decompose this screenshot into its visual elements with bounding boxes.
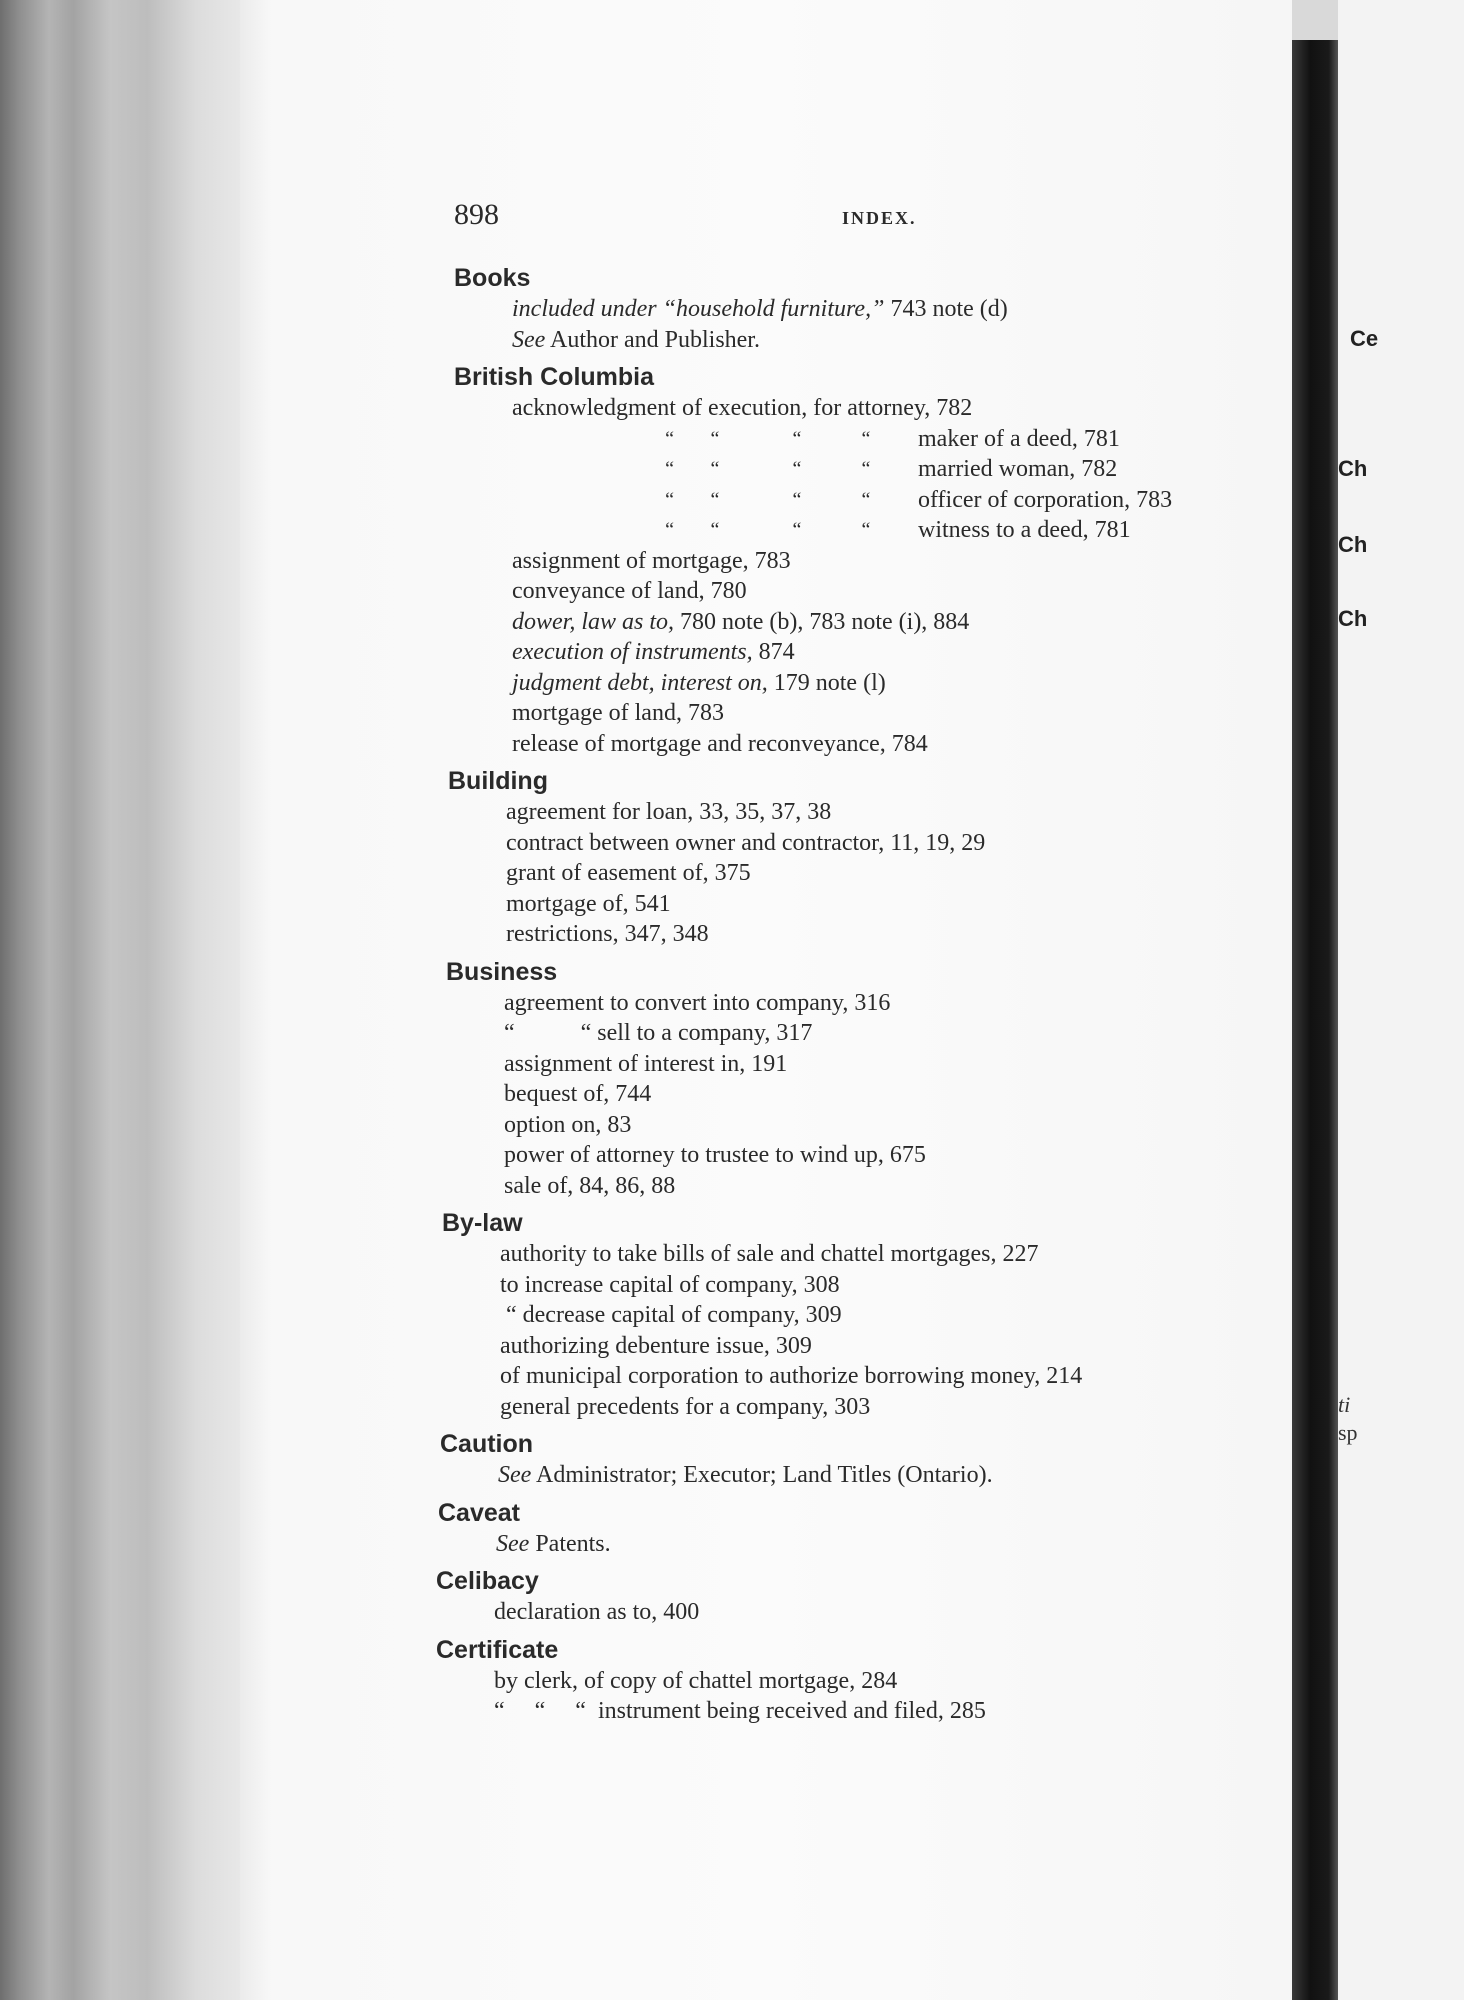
book-spine-edge [0,0,245,2000]
subentry-text: mortgage of land, 783 [512,700,724,726]
index-subentry [440,1460,1294,1491]
index-heading: Business [446,957,558,986]
facing-page-fragment [1338,0,1464,2000]
subentry-italic-text: See [498,1462,532,1488]
facing-fragment-text: Ch [1338,456,1368,481]
ditto-mark: “ [861,488,871,511]
ditto-subentry [454,454,1294,485]
facing-fragment-text: ti [1338,1392,1351,1417]
subentry-text: power of attorney to trustee to wind up, 675 [504,1142,926,1168]
subentry-text: assignment of mortgage, 783 [512,547,791,574]
subentry-text: contract between owner and contractor, 11, 19, 29 [506,829,986,856]
index-subentry [454,546,1294,577]
index-subentry [446,1110,1294,1141]
subentry-italic-text: See [496,1530,530,1557]
index-entry [436,1634,1294,1727]
subentry-text: general precedents for a company, 303 [500,1393,871,1420]
subentry-text: Administrator; Executor; Land Titles (Ontario). [531,1462,993,1488]
index-subentry [436,1597,1294,1628]
index-subentry [436,1696,1294,1727]
index-subentry [438,1529,1294,1560]
index-subentry [448,889,1294,920]
index-entry [446,956,1294,1202]
subentry-text: bequest of, 744 [504,1081,652,1107]
ditto-mark: “ [792,458,802,480]
index-entry [438,1497,1294,1560]
subentry-text: acknowledgment of execution, for attorney, 782 [512,395,973,421]
facing-fragment-text: Ch [1338,532,1368,557]
index-subentry [454,325,1294,356]
ditto-mark: “ [665,427,674,450]
index-subentry [442,1331,1294,1362]
subentry-text: to increase capital of company, 308 [500,1271,840,1298]
index-subentry [446,1049,1294,1080]
index-heading: By-law [442,1209,523,1237]
facing-fragment-text: sp [1338,1420,1358,1445]
ditto-mark: “ [861,458,871,480]
subentry-italic-text: See [512,326,546,353]
subentry-text: authorizing debenture issue, 309 [500,1332,812,1359]
subentry-text: 743 note (d) [884,296,1008,322]
subentry-text: declaration as to, 400 [494,1599,700,1625]
ditto-mark: “ [665,488,674,511]
index-subentry [454,698,1294,729]
subentry-text: “ decrease capital of company, 309 [500,1302,842,1328]
index-heading: Caveat [438,1498,520,1527]
index-entry [440,1428,1294,1491]
index-list [436,262,1294,1733]
index-subentry [442,1392,1294,1423]
page-number: 898 [454,198,499,231]
ditto-mark: “ [665,519,674,541]
subentry-italic-text: included under “household furniture,” [512,296,885,322]
subentry-text: option on, 83 [504,1111,632,1138]
subentry-text: restrictions, 347, 348 [506,921,709,947]
subentry-text: authority to take bills of sale and chattel mortgages, 227 [500,1241,1039,1267]
ditto-subentry [454,424,1294,455]
book-gutter [1292,40,1338,2000]
index-heading: Books [454,264,531,292]
ditto-mark: “ [792,488,802,511]
subentry-text: married woman, 782 [918,456,1118,482]
index-subentry [454,637,1294,668]
subentry-text: “ “ sell to a company, 317 [504,1020,813,1046]
index-heading: Celibacy [436,1567,539,1595]
ditto-mark: “ [665,458,674,480]
subentry-text: conveyance of land, 780 [512,578,747,604]
subentry-text: 780 note (b), 783 note (i), 884 [674,608,970,635]
index-subentry [454,576,1294,607]
subentry-text: agreement to convert into company, 316 [504,989,891,1016]
index-subentry [448,828,1294,859]
index-subentry [448,797,1294,828]
running-head: INDEX. [842,208,917,228]
ditto-mark: “ [861,519,871,541]
index-entry [454,361,1294,759]
subentry-text: by clerk, of copy of chattel mortgage, 284 [494,1667,898,1694]
index-subentry [442,1270,1294,1301]
index-subentry [448,919,1294,950]
index-subentry [454,607,1294,638]
subentry-text: 874 [752,639,795,665]
index-subentry [448,858,1294,889]
subentry-italic-text: execution of instruments, [512,639,753,665]
subentry-text: mortgage of, 541 [506,890,671,917]
ditto-mark: “ [710,458,720,480]
ditto-mark: “ [710,488,720,511]
index-heading: Building [448,767,548,795]
subentry-text: officer of corporation, 783 [918,486,1173,513]
subentry-text: assignment of interest in, 191 [504,1050,788,1077]
index-subentry [442,1361,1294,1392]
subentry-text: of municipal corporation to authorize borrowing money, 214 [500,1363,1083,1389]
index-subentry [442,1239,1294,1270]
subentry-text: sale of, 84, 86, 88 [504,1172,676,1199]
index-entry [442,1207,1294,1422]
subentry-text: 179 note (l) [767,669,886,696]
facing-fragment-text: Ce [1350,326,1379,351]
ditto-mark: “ [710,519,720,541]
subentry-text: witness to a deed, 781 [918,517,1131,543]
ditto-mark: “ [792,519,802,541]
index-subentry [446,1140,1294,1171]
subentry-text: grant of easement of, 375 [506,860,751,886]
index-subentry [446,1171,1294,1202]
ditto-mark: “ [792,427,802,450]
index-heading: Certificate [436,1635,559,1664]
index-subentry [454,729,1294,760]
index-subentry [436,1666,1294,1697]
subentry-text: release of mortgage and reconveyance, 784 [512,730,928,757]
index-subentry [454,294,1294,325]
index-subentry [446,988,1294,1019]
index-heading: British Columbia [454,363,655,391]
ditto-subentry [454,485,1294,516]
page-header [454,198,1274,238]
ditto-mark: “ [710,427,720,450]
subentry-text: Author and Publisher. [545,326,760,353]
index-entry [436,1565,1294,1628]
index-heading: Caution [440,1430,534,1458]
ditto-subentry [454,515,1294,546]
subentry-text: maker of a deed, 781 [918,425,1120,452]
index-entry [448,765,1294,950]
subentry-italic-text: judgment debt, interest on, [512,669,768,696]
subentry-text: Patents. [529,1530,611,1557]
facing-fragment-text: Ch [1338,606,1368,631]
index-subentry [454,393,1294,424]
index-subentry [454,668,1294,699]
index-subentry [442,1300,1294,1331]
subentry-text: “ “ “ instrument being received and filed, 285 [494,1698,986,1724]
subentry-text: agreement for loan, 33, 35, 37, 38 [506,799,832,825]
index-entry [454,262,1294,355]
subentry-italic-text: dower, law as to, [512,608,675,635]
index-subentry [446,1079,1294,1110]
ditto-mark: “ [861,427,871,450]
index-subentry [446,1018,1294,1049]
